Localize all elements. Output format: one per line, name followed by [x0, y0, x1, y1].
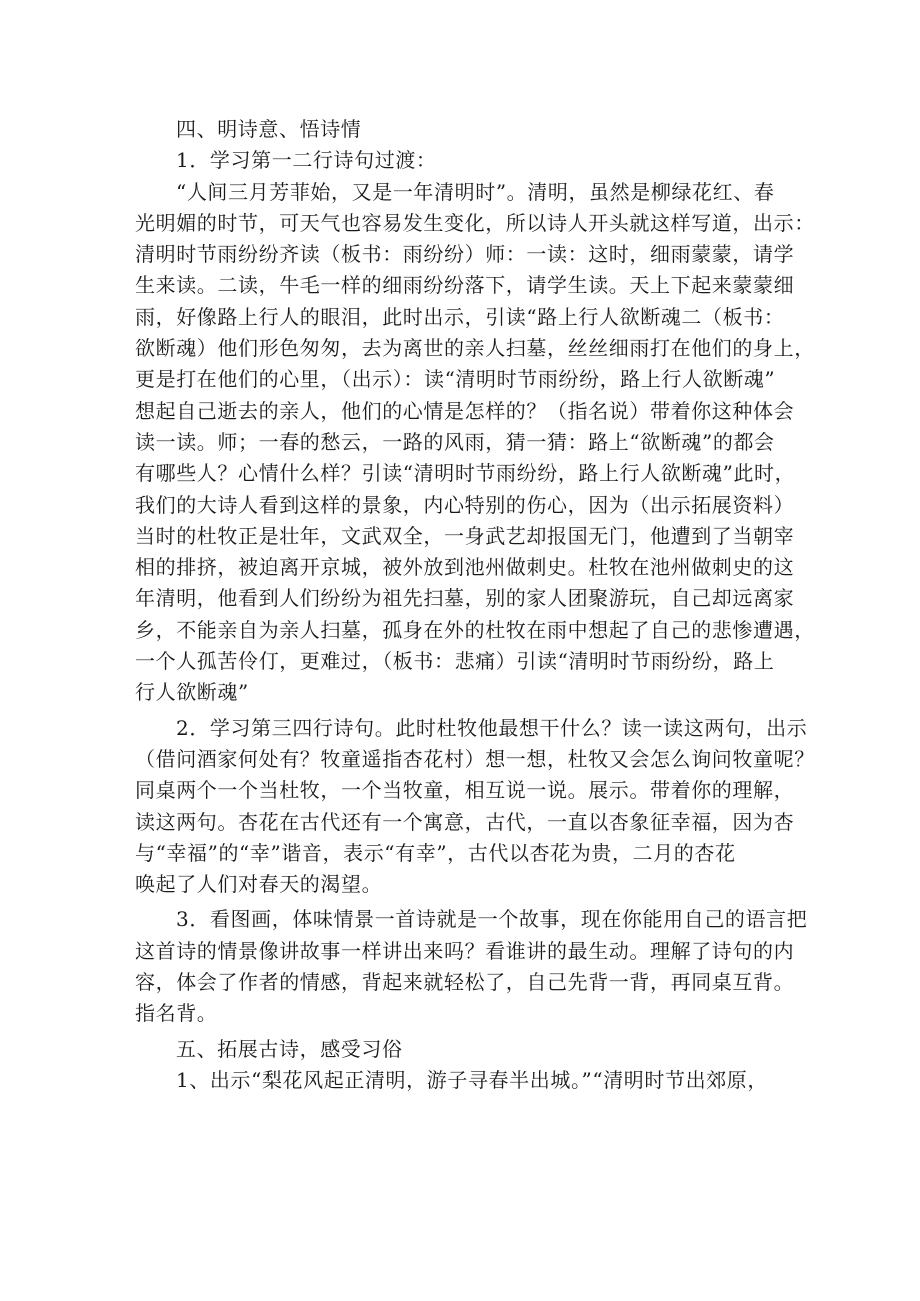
- paragraph-line: 当时的杜牧正是壮年，文武双全，一身武艺却报国无门，他遭到了当朝宰: [135, 523, 795, 548]
- paragraph-line: 光明媚的时节，可天气也容易发生变化，所以诗人开头就这样写道，出示：: [135, 210, 815, 235]
- paragraph-line: 清明时节雨纷纷齐读（板书：雨纷纷）师：一读：这时，细雨蒙蒙，请学: [135, 242, 795, 267]
- paragraph-line: 年清明，他看到人们纷纷为祖先扫墓，别的家人团聚游玩，自己却远离家: [135, 586, 795, 611]
- paragraph-line: 行人欲断魂”: [135, 680, 249, 705]
- paragraph-line: 1、出示“梨花风起正清明，游子寻春半出城。”“清明时节出郊原，: [176, 1067, 768, 1092]
- paragraph-line: 容，体会了作者的情感，背起来就轻松了，自己先背一背，再同桌互背。: [135, 970, 795, 995]
- section-heading-4: 四、明诗意、悟诗情: [176, 117, 362, 141]
- document-body: [135, 114, 815, 1096]
- paragraph-line: （借问酒家何处有？牧童遥指杏花村）想一想，杜牧又会怎么询问牧童呢？: [135, 746, 815, 771]
- paragraph-line: 指名背。: [135, 1001, 218, 1026]
- paragraph-line: 乡，不能亲自为亲人扫墓，孤身在外的杜牧在雨中想起了自己的悲惨遭遇，: [135, 617, 815, 642]
- paragraph-line: 更是打在他们的心里，（出示）：读“清明时节雨纷纷，路上行人欲断魂”: [135, 367, 776, 392]
- paragraph-line: 有哪些人？心情什么样？引读“清明时节雨纷纷，路上行人欲断魂”此时，: [135, 461, 796, 486]
- paragraph-line: 欲断魂）他们形色匆匆，去为离世的亲人扫墓，丝丝细雨打在他们的身上，: [135, 336, 815, 361]
- paragraph-line: 2．学习第三四行诗句。此时杜牧他最想干什么？读一读这两句，出示: [176, 715, 808, 740]
- section-heading-5: 五、拓展古诗，感受习俗: [176, 1036, 403, 1061]
- paragraph-line: “人间三月芳菲始，又是一年清明时”。清明，虽然是柳绿花红、春: [176, 179, 775, 204]
- paragraph-line: 读这两句。杏花在古代还有一个寓意，古代，一直以杏象征幸福，因为杏: [135, 809, 795, 834]
- paragraph-line: 与“幸福”的“幸”谐音，表示“有幸”，古代以杏花为贵，二月的杏花: [135, 840, 736, 865]
- subheading-1: 1．学习第一二行诗句过渡：: [176, 148, 437, 173]
- paragraph-line: 相的排挤，被迫离开京城，被外放到池州做刺史。杜牧在池州做刺史的这: [135, 555, 795, 580]
- paragraph-line: 读一读。师；一春的愁云，一路的风雨，猜一猜：路上“欲断魂”的都会: [135, 429, 775, 454]
- paragraph-line: 我们的大诗人看到这样的景象，内心特别的伤心，因为（出示拓展资料）: [135, 492, 795, 517]
- paragraph-line: 这首诗的情景像讲故事一样讲出来吗？看谁讲的最生动。理解了诗句的内: [135, 938, 795, 963]
- paragraph-line: 一个人孤苦伶仃，更难过，（板书：悲痛）引读“清明时节雨纷纷，路上: [135, 649, 775, 674]
- paragraph-line: 唤起了人们对春天的渴望。: [135, 872, 383, 897]
- paragraph-line: 想起自己逝去的亲人，他们的心情是怎样的？（指名说）带着你这种体会: [135, 398, 795, 423]
- paragraph-line: 3．看图画，体味情景一首诗就是一个故事，现在你能用自己的语言把: [176, 907, 808, 932]
- paragraph-line: 同桌两个一个当杜牧，一个当牧童，相互说一说。展示。带着你的理解，: [135, 778, 795, 803]
- paragraph-line: 雨，好像路上行人的眼泪，此时出示，引读“路上行人欲断魂二（板书：: [135, 304, 785, 329]
- paragraph-line: 生来读。二读，牛毛一样的细雨纷纷落下，请学生读。天上下起来蒙蒙细: [135, 273, 795, 298]
